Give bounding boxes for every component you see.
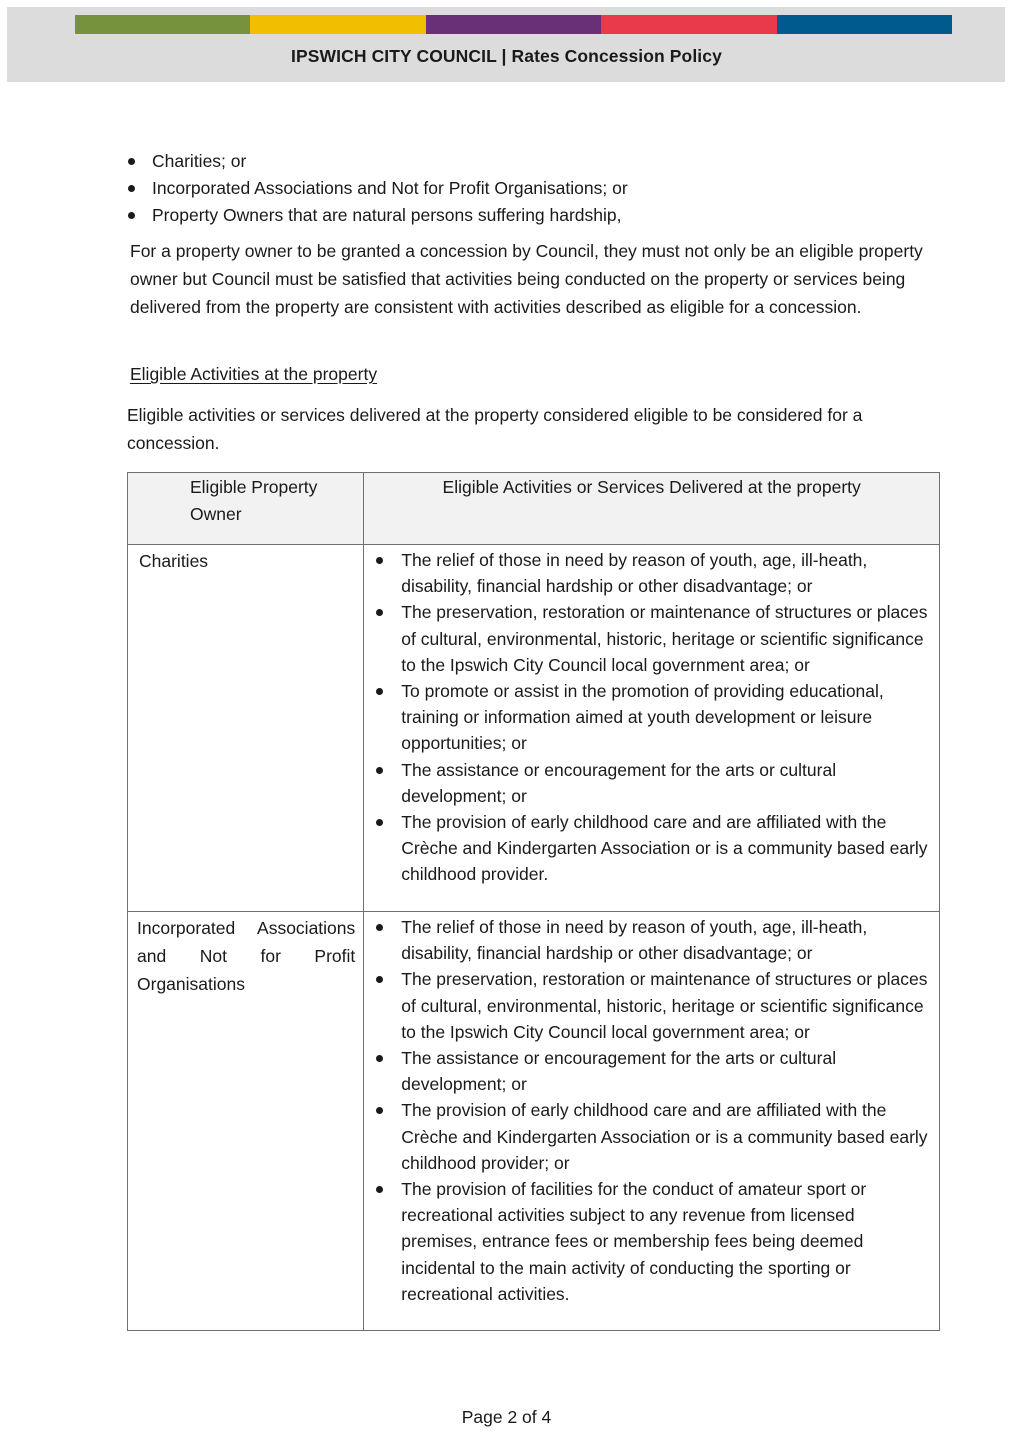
list-item: The relief of those in need by reason of youth, age, ill-heath, disability, financial hardship or other disadvantage; or — [374, 547, 931, 599]
section-heading: Eligible Activities at the property — [130, 364, 378, 384]
list-item: The provision of facilities for the conduct of amateur sport or recreational activities subject to any revenue from licensed premises, entrance fees or membership fees being deemed incidental to the main activity of conducting the sporting or recreational activities. — [374, 1176, 931, 1307]
stripe-blue — [777, 15, 952, 34]
stripe-green — [75, 15, 250, 34]
page-header — [7, 7, 1005, 82]
list-item: Incorporated Associations and Not for Profit Organisations; or — [126, 175, 628, 202]
intro-paragraph: For a property owner to be granted a concession by Council, they must not only be an eligible property owner but Council must be satisfied that activities being conducted on the property or services being delivered from the property are consistent with activities described as eligible for a concession. — [130, 241, 923, 317]
list-item: The provision of early childhood care and are affiliated with the Crèche and Kindergarten Association or is a community based early childhood provider. — [374, 809, 931, 888]
list-item: Charities; or — [126, 148, 628, 175]
list-item: The assistance or encouragement for the arts or cultural development; or — [374, 1045, 931, 1097]
column-header-owner: Eligible Property Owner — [128, 473, 364, 545]
table-row — [128, 912, 940, 1331]
table-row — [128, 545, 940, 912]
list-item: The preservation, restoration or maintenance of structures or places of cultural, environmental, historic, heritage or scientific significance to the Ipswich City Council local government area; or — [374, 599, 931, 678]
column-header-activities: Eligible Activities or Services Delivered at the property — [364, 473, 940, 545]
activities-cell — [364, 545, 940, 912]
stripe-yellow — [250, 15, 425, 34]
list-item: The preservation, restoration or maintenance of structures or places of cultural, environmental, historic, heritage or scientific significance to the Ipswich City Council local government area; or — [374, 966, 931, 1045]
activities-list — [374, 914, 931, 1307]
owner-cell: Charities — [128, 545, 364, 912]
list-item: The assistance or encouragement for the arts or cultural development; or — [374, 757, 931, 809]
list-item: The relief of those in need by reason of youth, age, ill-heath, disability, financial hardship or other disadvantage; or — [374, 914, 931, 966]
owner-cell: Incorporated Associations and Not for Profit Organisations — [128, 912, 364, 1331]
list-item: Property Owners that are natural persons suffering hardship, — [126, 202, 628, 229]
page-number: Page 2 of 4 — [461, 1407, 552, 1427]
eligible-owners-list — [126, 148, 628, 228]
section-paragraph: Eligible activities or services delivered at the property considered eligible to be considered for a concession. — [127, 405, 863, 453]
list-item: The provision of early childhood care and are affiliated with the Crèche and Kindergarten Association or is a community based early childhood provider; or — [374, 1097, 931, 1176]
eligibility-table — [127, 472, 940, 1331]
list-item: To promote or assist in the promotion of providing educational, training or information aimed at youth development or leisure opportunities; or — [374, 678, 931, 757]
stripe-red — [601, 15, 776, 34]
brand-color-strip — [75, 15, 952, 34]
activities-cell — [364, 912, 940, 1331]
header-title: IPSWICH CITY COUNCIL | Rates Concession Policy — [291, 46, 722, 66]
activities-list — [374, 547, 931, 888]
stripe-purple — [426, 15, 601, 34]
table-header-row — [128, 473, 940, 545]
